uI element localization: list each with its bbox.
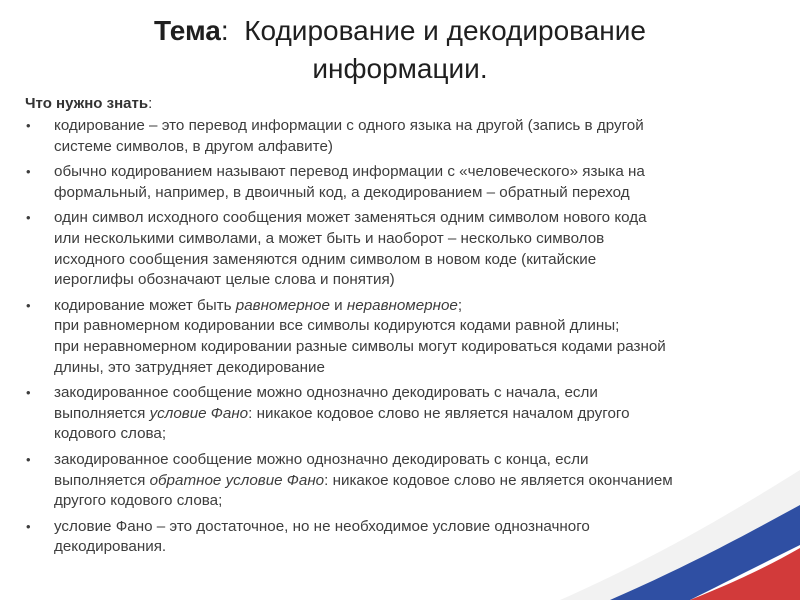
list-item-line: другого кодового слова; <box>54 492 223 510</box>
bullet-marker: • <box>26 210 31 226</box>
list-item <box>22 208 782 290</box>
section-heading-colon: : <box>148 95 153 112</box>
bullet-marker: • <box>26 297 31 313</box>
list-item-line: один символ исходного сообщения может заменяться одним символом нового кода <box>54 209 647 227</box>
list-item-line: иероглифы обозначают целые слова и понятия) <box>54 271 395 289</box>
text-segment: : никакое кодовое слово не является началом другого <box>248 404 630 422</box>
list-item-line <box>54 404 782 425</box>
list-item-line: исходного сообщения заменяются одним символом в новом коде (китайские <box>54 250 597 268</box>
list-item-line: формальный, например, в двоичный код, а декодированием – обратный переход <box>54 183 630 201</box>
list-item-line: декодирования. <box>54 538 167 556</box>
list-item <box>22 383 782 445</box>
list-item-line <box>54 296 782 317</box>
list-item <box>22 296 782 378</box>
bullet-marker: • <box>26 118 31 133</box>
text-segment: и <box>329 296 347 314</box>
term-fano-condition: условие Фано <box>149 404 249 422</box>
bullet-marker: • <box>26 518 31 534</box>
list-item-line: длины, это затрудняет декодирование <box>54 358 325 376</box>
list-item-line: закодированное сообщение можно однозначно декодировать с начала, если <box>54 384 598 402</box>
list-item <box>22 162 782 203</box>
list-item-line: кодового слова; <box>54 425 167 443</box>
list-item-line: при равномерном кодировании все символы кодируются кодами равной длины; <box>54 317 620 335</box>
list-item-line: обычно кодированием называют перевод информации с «человеческого» языка на <box>54 163 645 181</box>
list-item-line: или несколькими символами, а может быть и наоборот – несколько символов <box>54 229 605 247</box>
term-reverse-fano-condition: обратное условие Фано <box>149 471 325 489</box>
text-segment: кодирование может быть <box>54 296 236 314</box>
title-keyword: Тема <box>154 15 221 46</box>
slide-title <box>60 12 740 88</box>
list-item-line: закодированное сообщение можно однозначно декодировать с конца, если <box>54 450 589 468</box>
title-colon: : <box>220 15 229 46</box>
list-item-line: при неравномерном кодировании разные символы могут кодироваться кодами разной <box>54 337 666 355</box>
title-text-line1: Кодирование и декодирование <box>244 15 646 46</box>
term-nonuniform: неравномерное <box>346 296 458 314</box>
list-item <box>22 450 782 512</box>
list-item-line: условие Фано – это достаточное, но не необходимое условие однозначного <box>54 517 590 535</box>
section-heading-label: Что нужно знать <box>25 95 149 112</box>
text-segment: : никакое кодовое слово не является окончанием <box>324 471 673 489</box>
bullet-list <box>22 116 782 563</box>
term-uniform: равномерное <box>235 296 330 314</box>
title-text-line2: информации. <box>312 53 488 84</box>
list-item <box>22 116 782 157</box>
list-item <box>22 517 782 558</box>
text-segment: выполняется <box>54 404 150 422</box>
bullet-marker: • <box>26 385 31 401</box>
text-segment: ; <box>457 296 463 314</box>
bullet-marker: • <box>26 451 31 467</box>
section-heading <box>25 95 152 112</box>
list-item-line <box>54 471 782 492</box>
list-item-line: кодирование – это перевод информации с одного языка на другой (запись в другой <box>54 117 644 134</box>
list-item-line: системе символов, в другом алфавите) <box>54 137 333 155</box>
bullet-marker: • <box>26 164 31 180</box>
text-segment: выполняется <box>54 471 150 489</box>
